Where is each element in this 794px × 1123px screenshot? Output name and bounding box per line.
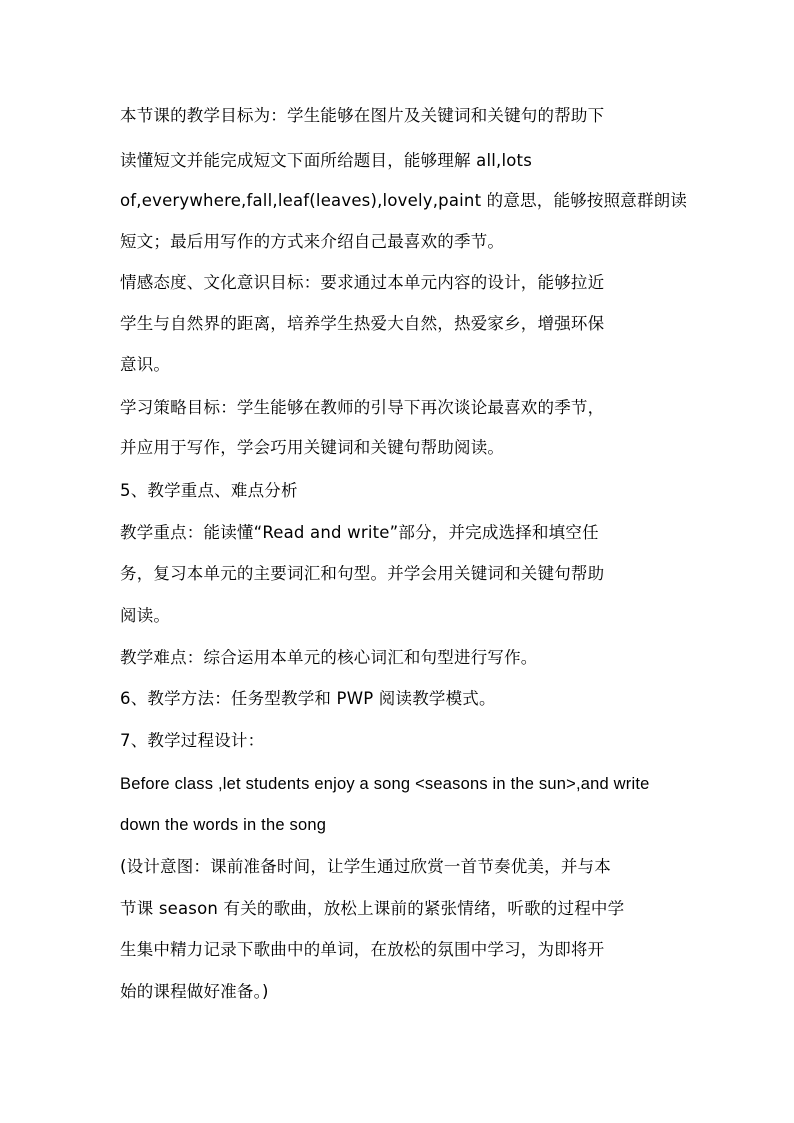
text-line: 读懂短文并能完成短文下面所给题目，能够理解 all,lots [120,151,533,170]
text-line: 并应用于写作，学会巧用关键词和关键句帮助阅读。 [120,438,505,457]
text-line: down the words in the song [120,816,327,834]
text-line: 情感态度、文化意识目标：要求通过本单元内容的设计，能够拉近 [120,273,605,292]
section-heading: 6、教学方法：任务型教学和 PWP 阅读教学模式。 [120,689,496,708]
text-line: 生集中精力记录下歌曲中的单词，在放松的氛围中学习，为即将开 [120,940,605,959]
text-line: (设计意图：课前准备时间，让学生通过欣赏一首节奏优美，并与本 [120,857,611,876]
text-line: 节课 season 有关的歌曲，放松上课前的紧张情绪，听歌的过程中学 [120,899,625,918]
text-line: 教学难点：综合运用本单元的核心词汇和句型进行写作。 [120,648,538,667]
text-line: 学习策略目标：学生能够在教师的引导下再次谈论最喜欢的季节， [120,398,605,417]
text-line: 学生与自然界的距离，培养学生热爱大自然，热爱家乡，增强环保 [120,314,605,333]
text-line: 始的课程做好准备。) [120,982,269,1001]
section-heading: 5、教学重点、难点分析 [120,481,298,500]
text-line: 务，复习本单元的主要词汇和句型。并学会用关键词和关键句帮助 [120,564,605,583]
section-heading: 7、教学过程设计： [120,731,265,750]
text-line: Before class ,let students enjoy a song <seasons in the sun>,and write [120,775,650,793]
text-line: of,everywhere,fall,leaf(leaves),lovely,paint 的意思，能够按照意群朗读 [120,191,688,210]
text-line: 本节课的教学目标为：学生能够在图片及关键词和关键句的帮助下 [120,106,605,125]
text-line: 教学重点：能读懂“Read and write”部分，并完成选择和填空任 [120,523,599,542]
text-line: 短文；最后用写作的方式来介绍自己最喜欢的季节。 [120,232,505,251]
text-line: 阅读。 [120,606,171,625]
text-line: 意识。 [120,355,171,374]
